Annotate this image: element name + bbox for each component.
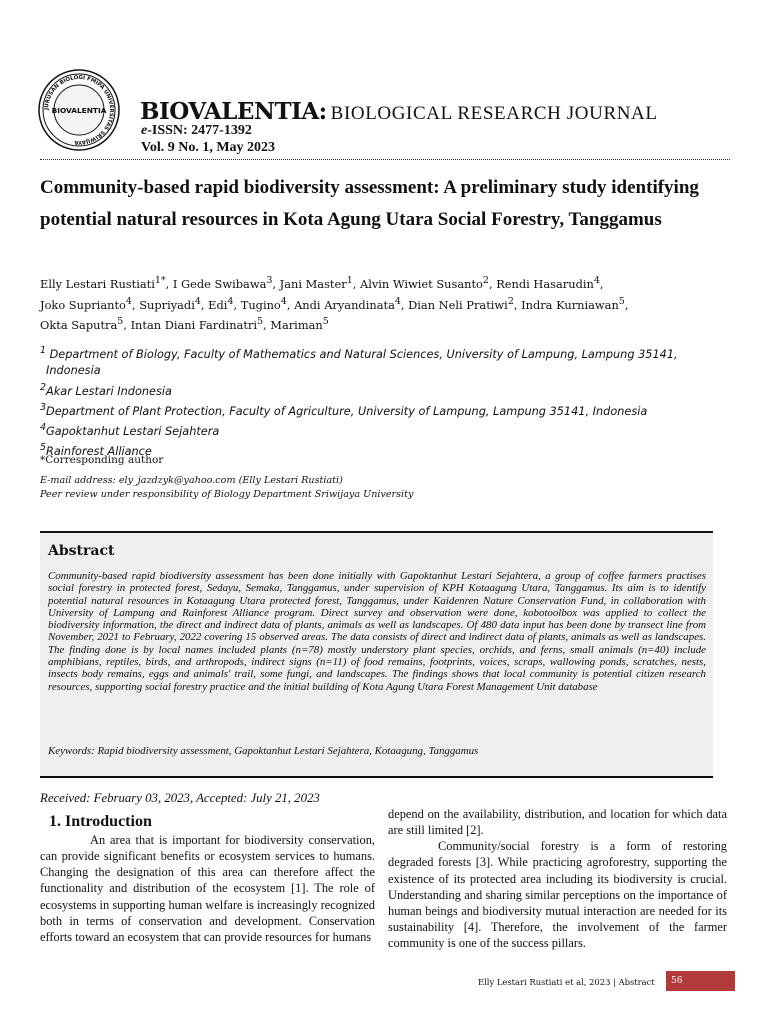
author: Andi Aryandinata$^4$, (294, 295, 409, 312)
author: Supriyadi$^4$, (139, 295, 209, 312)
issn-number: -ISSN: 2477-1392 (147, 123, 252, 138)
abstract-heading: Abstract (48, 543, 115, 559)
affiliation-item: $^4$Gapoktanhut Lestari Sejahtera (40, 421, 220, 438)
issn (141, 123, 252, 139)
footer-citation: Elly Lestari Rustiati et al, 2023 | Abstract (478, 977, 655, 987)
author: Elly Lestari Rustiati$^{1*}$, (40, 275, 173, 291)
author: Alvin Wiwiet Susanto$^2$, (359, 275, 497, 291)
author: Intan Diani Fardinatri$^5$, (130, 316, 271, 333)
peer-review-note: Peer review under responsibility of Biology Department Sriwijaya University (40, 488, 414, 500)
author: Tugino$^4$, (240, 295, 295, 312)
author: Okta Saputra$^5$, (40, 316, 131, 333)
corresponding-author-note: *Corresponding author (40, 454, 164, 466)
paragraph: depend on the availability, distribution, and location for which data are still limited [2]. (388, 807, 727, 838)
contact-block (40, 474, 413, 501)
body-column-right (388, 806, 727, 951)
journal-logo-seal (38, 69, 120, 151)
author-list (40, 272, 740, 334)
logo-center-text: BIOVALENTIA (51, 106, 107, 115)
page-number-badge: 56 (666, 971, 735, 991)
section-heading-introduction: 1. Introduction (49, 813, 152, 830)
affiliation-item: $^3$Department of Plant Protection, Faculty of Agriculture, University of Lampung, Lampung 35141, Indonesia (40, 401, 648, 418)
abstract-text: Community-based rapid biodiversity assessment has been done initially with Gapoktanhut Lestari Sejahtera, a group of coffee farmers practises social forestry in protected forest, Sedayu, Semaka, Tanggamus, under supervision of KPH Kotaagung Utara, Tanggamus. Its aim is to identify potential natural resources in Kotaagung Utara protected forest, Tanggamus, under Kaidenren Nature Conservation Fund, in collaboration with University of Lampung and Rainforest Alliance program. Direct survey and observation were done, kobotoolbox was applied to collect the biodiversity information, the direct and indirect data of plants, animals as well as landscapes. Of 480 data input has been done by transect line from November, 2021 to February, 2022 covering 15 observed areas. The data consists of direct and indirect data of plants, animals as well as landscapes. The finding done is by local names included plants (n=78) mostly understory plant species, orchids, and ferns, small animals (n=40) include amphibians, reptiles, birds, and arthropods, indirect signs (n=11) of food remains, footprints, voices, scraps, wallowing ponds, scratches, nests, insects body remains, eggs and animals' trail, some fungi, and landscapes. The findings shows that local community is potential citizen research resources, supporting social forestry practice and the initial building of Kota Agung Utara Forest Management Unit database (48, 570, 706, 693)
author: Jani Master$^1$, (279, 275, 360, 291)
email-address: E-mail address: ely_jazdzyk@yahoo.com (Elly Lestari Rustiati) (40, 475, 343, 486)
paper-title: Community-based rapid biodiversity assessment: A preliminary study identifying potential natural resources in Kota Agung Utara Social Forestry, Tanggamus (40, 177, 699, 230)
received-accepted-dates: Received: February 03, 2023, Accepted: July 21, 2023 (40, 791, 320, 805)
author: Rendi Hasarudin$^4$, (496, 275, 604, 291)
author: Dian Neli Pratiwi$^2$, (408, 295, 522, 312)
paragraph: An area that is important for biodiversity conservation, can provide significant benefits or ecosystem services to humans. Changing the designation of this area can therefore affect the functionality and distribution of the ecosystem [1]. The role of ecosystems in supporting human welfare is increasingly recognized both in terms of conservation and development. Conservation efforts toward an ecosystem that can provide resources for humans (40, 833, 375, 944)
author: Indra Kurniawan$^5$, (521, 295, 629, 312)
journal-title (140, 98, 658, 125)
logo-ring-text: JURUSAN BIOLOGI FMIPA UNIVERSITAS SRIWIJAYA (43, 74, 115, 146)
volume-issue: Vol. 9 No. 1, May 2023 (141, 140, 276, 155)
abstract-box (40, 531, 713, 778)
header-divider (40, 159, 730, 160)
affiliation-item: $^5$Rainforest Alliance (40, 442, 152, 458)
author: I Gede Swibawa$^3$, (172, 275, 280, 291)
author: Edi$^4$, (208, 295, 241, 312)
affiliation-item: $^2$Akar Lestari Indonesia (40, 381, 172, 398)
journal-subtitle: BIOLOGICAL RESEARCH JOURNAL (330, 103, 658, 124)
author: Joko Suprianto$^4$, (40, 295, 140, 312)
journal-name: BIOVALENTIA: (140, 98, 327, 125)
affiliation-item-continued: Indonesia (46, 364, 101, 378)
paragraph: Community/social forestry is a form of restoring degraded forests [3]. While practicing agroforestry, supporting the existence of its protected area including its biodiversity is crucial. Understanding and sharing similar perceptions on the importance of human beings and biodiversity mutual interaction are needed for its sustainability [4]. Therefore, the involvement of the farmer community is one of the success pillars. (388, 839, 727, 951)
author: Mariman$^5$ (270, 316, 329, 333)
affiliation-item: $^1$ Department of Biology, Faculty of Mathematics and Natural Sciences, University of Lampung, Lampung 35141, (40, 345, 678, 361)
keywords: Keywords: Rapid biodiversity assessment, Gapoktanhut Lestari Sejahtera, Kotaagung, Tanggamus (48, 745, 479, 757)
body-column-left (40, 832, 375, 945)
issn-prefix: e (141, 123, 148, 138)
affiliation-list (40, 343, 730, 460)
